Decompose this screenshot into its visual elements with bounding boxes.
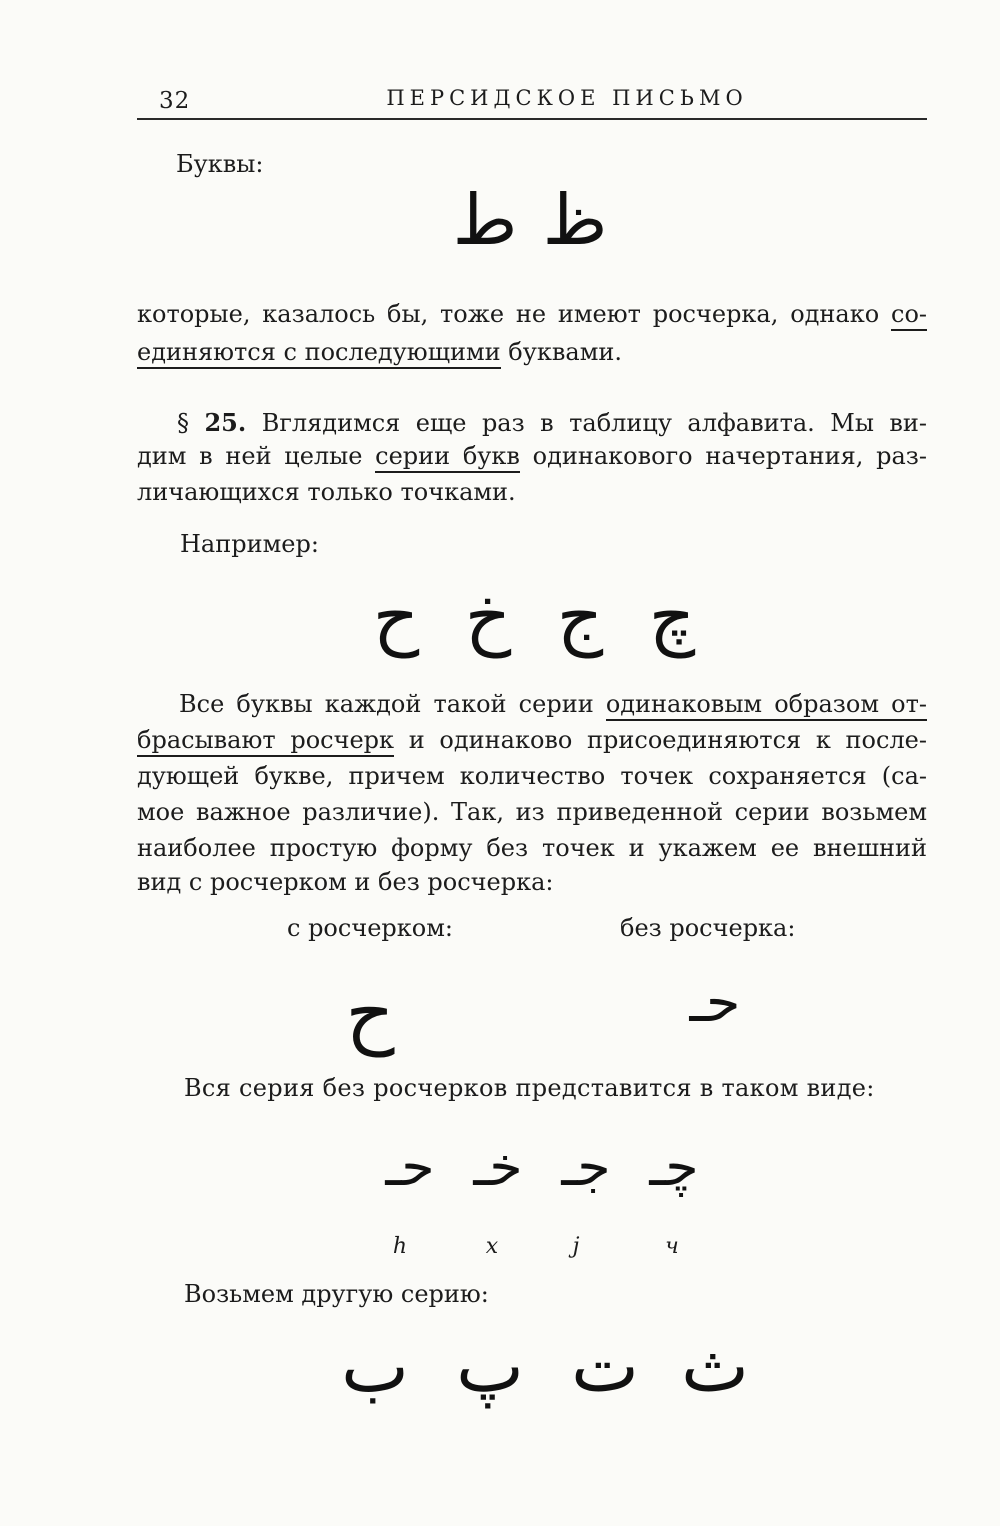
- series-without-flourish-label: Вся серия без росчерков представится в таком виде:: [184, 1074, 875, 1102]
- letters-label: Буквы:: [176, 150, 264, 178]
- arabic-letter: ظ: [542, 179, 608, 261]
- paragraph-line: которые, казалось бы, тоже не имеют росчерка, однако со-: [137, 296, 927, 333]
- with-flourish-label: с росчерком:: [287, 914, 453, 942]
- arabic-letters-initial-forms: [370, 1135, 720, 1220]
- arabic-letter: ب: [341, 1324, 409, 1408]
- arabic-letter: ت: [571, 1324, 639, 1408]
- transliteration: x: [485, 1234, 499, 1259]
- arabic-letter: ط: [452, 179, 518, 261]
- arabic-letter: ث: [681, 1324, 749, 1408]
- arabic-letter: ج: [556, 574, 604, 658]
- header-rule: [137, 118, 927, 120]
- arabic-letter-without-flourish: [670, 970, 760, 1045]
- arabic-letter: حـ: [385, 1135, 435, 1198]
- without-flourish-label: без росчерка:: [620, 914, 796, 942]
- paragraph-25-line: § 25. Вглядимся еще раз в таблицу алфавита. Мы ви-: [177, 408, 927, 437]
- paragraph-25-line: дим в ней целые серии букв одинакового начертания, раз-: [137, 438, 927, 475]
- arabic-letter-with-flourish: [320, 968, 420, 1075]
- paragraph-line: вид с росчерком и без росчерка:: [137, 868, 554, 896]
- paragraph-line: Все буквы каждой такой серии одинаковым образом от-: [137, 686, 927, 723]
- other-series-label: Возьмем другую серию:: [184, 1280, 489, 1308]
- arabic-letter: جـ: [561, 1135, 611, 1198]
- arabic-letter: چـ: [649, 1135, 699, 1198]
- arabic-letter: چ: [648, 574, 696, 658]
- arabic-letter: حـ: [689, 970, 741, 1035]
- paragraph-line: единяются с последующими буквами.: [137, 338, 622, 367]
- arabic-letter: ح: [372, 574, 420, 658]
- arabic-letter: پ: [456, 1324, 524, 1408]
- arabic-letter: خ: [464, 574, 512, 658]
- transliteration: j: [572, 1234, 580, 1259]
- example-label: Например:: [180, 530, 319, 558]
- arabic-letter: ح: [345, 968, 395, 1057]
- arabic-letters-ha-series: [350, 574, 720, 680]
- page-header: [137, 84, 927, 114]
- transliteration: h: [392, 1234, 408, 1259]
- paragraph-line: мое важное различие). Так, из приведенной серии возьмем: [137, 798, 927, 826]
- running-title: ПЕРСИДСКОЕ ПИСЬМО: [386, 86, 748, 110]
- arabic-letters-ta-za: [440, 179, 620, 275]
- arabic-letters-ba-series: [320, 1324, 770, 1430]
- paragraph-line: брасывают росчерк и одинаково присоединяются к после-: [137, 722, 927, 759]
- paragraph-line: наиболее простую форму без точек и укажем ее внешний: [137, 834, 927, 862]
- page-number: 32: [159, 88, 191, 114]
- arabic-letter: خـ: [473, 1135, 523, 1198]
- paragraph-25-line: личающихся только точками.: [137, 478, 516, 506]
- transliteration: ч: [665, 1234, 679, 1259]
- paragraph-line: дующей букве, причем количество точек сохраняется (са-: [137, 762, 927, 790]
